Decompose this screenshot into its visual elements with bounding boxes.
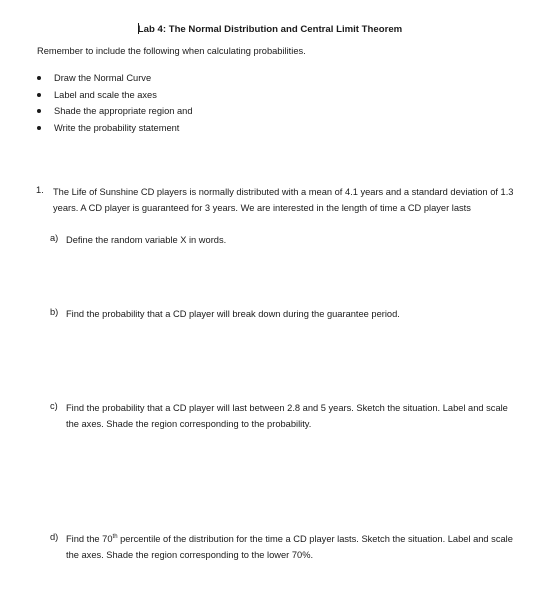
list-item <box>37 89 193 106</box>
part-text: Define the random variable X in words. <box>66 235 227 245</box>
part-c <box>50 400 520 433</box>
part-text: Find the probability that a CD player will last between 2.8 and 5 years. Sketch the situation. Label and scale the axes. Shade the region corresponding to the probability. <box>66 403 508 430</box>
part-b <box>50 306 520 322</box>
list-item-text: Shade the appropriate region and <box>54 106 193 116</box>
bullet-icon <box>37 109 41 113</box>
part-d <box>50 531 520 564</box>
list-item <box>37 105 193 122</box>
question-1 <box>36 184 520 217</box>
part-label: d) <box>50 532 59 542</box>
question-number: 1. <box>36 185 44 195</box>
bullet-icon <box>37 126 41 130</box>
list-item-text: Write the probability statement <box>54 122 180 133</box>
part-label: a) <box>50 233 59 243</box>
list-item-text: Label and scale the axes <box>54 89 157 100</box>
list-item <box>37 72 193 89</box>
part-text: Find the probability that a CD player will break down during the guarantee period. <box>66 309 400 319</box>
lab-title-text: Lab 4: The Normal Distribution and Central Limit Theorem <box>137 24 403 35</box>
part-label: c) <box>50 401 58 411</box>
ordinal-suffix: th <box>112 534 118 540</box>
part-a <box>50 232 520 248</box>
part-label: b) <box>50 307 59 317</box>
bullet-icon <box>37 76 41 80</box>
list-item <box>37 122 193 139</box>
bullet-icon <box>37 93 41 97</box>
part-text <box>66 531 520 564</box>
part-text-start: Find the 70 <box>66 534 113 544</box>
list-item-text: Draw the Normal Curve <box>54 73 152 83</box>
question-text: The Life of Sunshine CD players is normally distributed with a mean of 4.1 years and a standard deviation of 1.3 years. A CD player is guaranteed for 3 years. We are interested in the length of time a CD player lasts <box>53 187 514 214</box>
requirements-list <box>37 72 193 138</box>
lab-title <box>0 23 540 37</box>
intro-text: Remember to include the following when calculating probabilities. <box>37 46 306 56</box>
part-text-end: percentile of the distribution for the time a CD player lasts. Sketch the situation. Label and scale the axes. Shade the region corresponding to the lower 70%. <box>66 534 513 561</box>
